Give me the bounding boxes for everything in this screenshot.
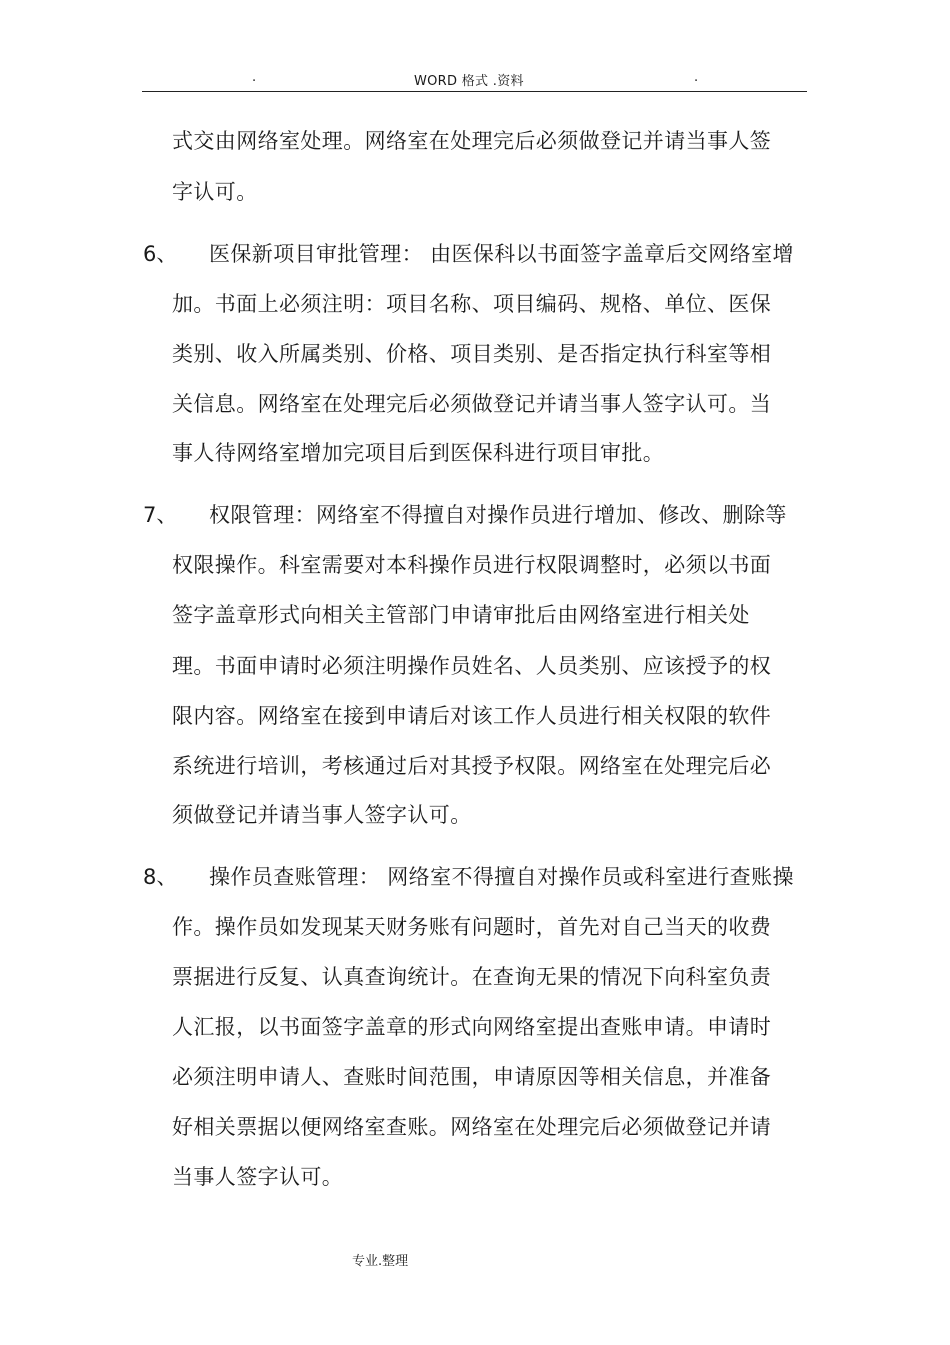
body-line: 人汇报，以书面签字盖章的形式向网络室提出查账申请。申请时 <box>172 1015 772 1039</box>
body-line: 权限操作。科室需要对本科操作员进行权限调整时，必须以书面 <box>172 553 772 577</box>
body-line: 限内容。网络室在接到申请后对该工作人员进行相关权限的软件 <box>172 704 772 728</box>
body-line: 当事人签字认可。 <box>172 1165 344 1189</box>
body-line: 式交由网络室处理。网络室在处理完后必须做登记并请当事人签 <box>172 129 772 153</box>
item-number: 8、 <box>143 865 178 889</box>
body-line: 医保新项目审批管理： 由医保科以书面签字盖章后交网络室增 <box>209 242 794 266</box>
header-right-mark: . <box>694 70 699 85</box>
body-line: 关信息。网络室在处理完后必须做登记并请当事人签字认可。当 <box>172 392 772 416</box>
body-line: 加。书面上必须注明：项目名称、项目编码、规格、单位、医保 <box>172 292 772 316</box>
body-line: 类别、收入所属类别、价格、项目类别、是否指定执行科室等相 <box>172 342 772 366</box>
item-number: 7、 <box>143 503 178 527</box>
body-line: 作。操作员如发现某天财务账有问题时，首先对自己当天的收费 <box>172 915 772 939</box>
page-header <box>142 68 807 90</box>
item-number: 6、 <box>143 242 178 266</box>
body-line: 好相关票据以便网络室查账。网络室在处理完后必须做登记并请 <box>172 1115 772 1139</box>
header-divider <box>142 91 807 92</box>
body-line: 须做登记并请当事人签字认可。 <box>172 803 472 827</box>
body-line: 权限管理：网络室不得擅自对操作员进行增加、修改、删除等 <box>209 503 787 527</box>
body-line: 事人待网络室增加完项目后到医保科进行项目审批。 <box>172 441 665 465</box>
page-footer: 专业.整理 <box>352 1254 409 1269</box>
body-line: 系统进行培训，考核通过后对其授予权限。网络室在处理完后必 <box>172 754 772 778</box>
body-line: 操作员查账管理： 网络室不得擅自对操作员或科室进行查账操 <box>209 865 794 889</box>
body-line: 字认可。 <box>172 180 258 204</box>
header-left-mark: . <box>252 70 257 85</box>
body-line: 签字盖章形式向相关主管部门申请审批后由网络室进行相关处 <box>172 603 750 627</box>
body-line: 理。书面申请时必须注明操作员姓名、人员类别、应该授予的权 <box>172 654 772 678</box>
body-line: 票据进行反复、认真查询统计。在查询无果的情况下向科室负责 <box>172 965 772 989</box>
header-title: WORD 格式 .资料 <box>414 74 524 89</box>
body-line: 必须注明申请人、查账时间范围，申请原因等相关信息，并准备 <box>172 1065 772 1089</box>
